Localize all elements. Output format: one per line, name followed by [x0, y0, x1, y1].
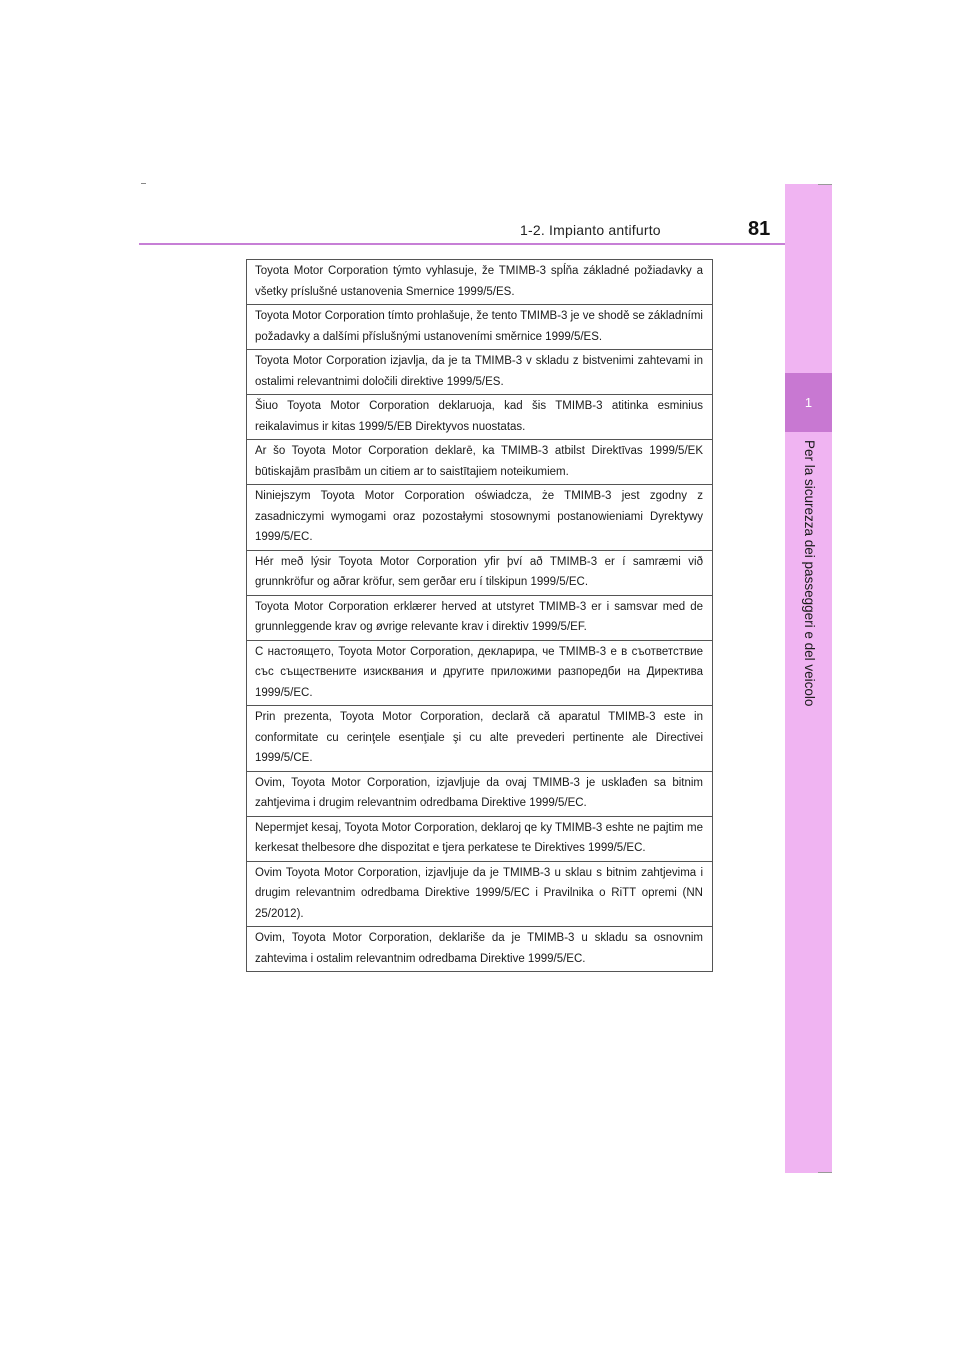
crop-mark — [141, 183, 146, 184]
table-row — [247, 927, 713, 972]
table-row — [247, 771, 713, 816]
side-tab-bottom-rule — [818, 1172, 832, 1173]
table-row — [247, 305, 713, 350]
table-row — [247, 260, 713, 305]
chapter-number: 1 — [785, 373, 832, 432]
declaration-cell: С настоящето, Toyota Motor Corporation, декларира, че TMIMB-3 е в съответствие със съществените изисквания и другите приложими разпоредби на Директива 1999/5/EC. — [247, 640, 713, 706]
declaration-cell: Ovim Toyota Motor Corporation, izjavljuje da je TMIMB-3 u sklau s bitnim zahtjevima i drugim relevantnim odredbama Direktive 1999/5/EC i Pravilnika o RiTT opremi (NN 25/2012). — [247, 861, 713, 927]
declaration-cell: Niniejszym Toyota Motor Corporation oświadcza, że TMIMB-3 jest zgodny z zasadniczymi wymogami oraz pozostałymi stosownymi postanowieniami Dyrektywy 1999/5/EC. — [247, 485, 713, 551]
declaration-cell: Ar šo Toyota Motor Corporation deklarē, ka TMIMB-3 atbilst Direktīvas 1999/5/EK būtiskajām prasībām un citiem ar to saistītajiem noteikumiem. — [247, 440, 713, 485]
declaration-cell: Toyota Motor Corporation tímto prohlašuje, že tento TMIMB-3 je ve shodě se základními požadavky a dalšími příslušnými ustanoveními směrnice 1999/5/ES. — [247, 305, 713, 350]
table-row — [247, 395, 713, 440]
table-row — [247, 440, 713, 485]
table-row — [247, 640, 713, 706]
table-row — [247, 816, 713, 861]
table-row — [247, 485, 713, 551]
declaration-cell: Hér með lýsir Toyota Motor Corporation yfir því að TMIMB-3 er í samræmi við grunnkröfur og aðrar kröfur, sem gerðar eru í tilskipun 1999/5/EC. — [247, 550, 713, 595]
declaration-cell: Ovim, Toyota Motor Corporation, deklariše da je TMIMB-3 u skladu sa osnovnim zahtevima i ostalim relevantnim odredbama Direktive 1999/5/EC. — [247, 927, 713, 972]
declaration-cell: Šiuo Toyota Motor Corporation deklaruoja, kad šis TMIMB-3 atitinka esminius reikalavimus ir kitas 1999/5/EB Direktyvos nuostatas. — [247, 395, 713, 440]
side-tab-top-rule — [818, 184, 832, 185]
table-row — [247, 350, 713, 395]
page-number: 81 — [748, 218, 771, 240]
header-rule — [139, 243, 832, 245]
table-row — [247, 706, 713, 772]
section-title: 1-2. Impianto antifurto — [520, 222, 661, 238]
chapter-title: Per la sicurezza dei passeggeri e del veicolo — [802, 440, 817, 707]
table-row — [247, 550, 713, 595]
declaration-cell: Toyota Motor Corporation izjavlja, da je ta TMIMB-3 v skladu z bistvenimi zahtevami in ostalimi relevantnimi določili direktive 1999/5/ES. — [247, 350, 713, 395]
table-row — [247, 595, 713, 640]
declaration-cell: Nepermjet kesaj, Toyota Motor Corporation, deklaroj qe ky TMIMB-3 eshte ne pajtim me kerkesat thelbesore dhe dispozitat e tjera perkatese te Direktives 1999/5/EC. — [247, 816, 713, 861]
declaration-cell: Toyota Motor Corporation erklærer herved at utstyret TMIMB-3 er i samsvar med de grunnleggende krav og øvrige relevante krav i direktiv 1999/5/EF. — [247, 595, 713, 640]
declarations-table — [246, 259, 713, 972]
table-row — [247, 861, 713, 927]
declaration-cell: Prin prezenta, Toyota Motor Corporation, declară că aparatul TMIMB-3 este in conformitate cu cerinţele esenţiale şi cu alte prevederi pertinente ale Directivei 1999/5/CE. — [247, 706, 713, 772]
declaration-cell: Toyota Motor Corporation týmto vyhlasuje, že TMIMB-3 spĺňa základné požiadavky a všetky príslušné ustanovenia Smernice 1999/5/ES. — [247, 260, 713, 305]
declaration-cell: Ovim, Toyota Motor Corporation, izjavljuje da ovaj TMIMB-3 je usklađen sa bitnim zahtjevima i drugim relevantnim odredbama Direktive 1999/5/EC. — [247, 771, 713, 816]
